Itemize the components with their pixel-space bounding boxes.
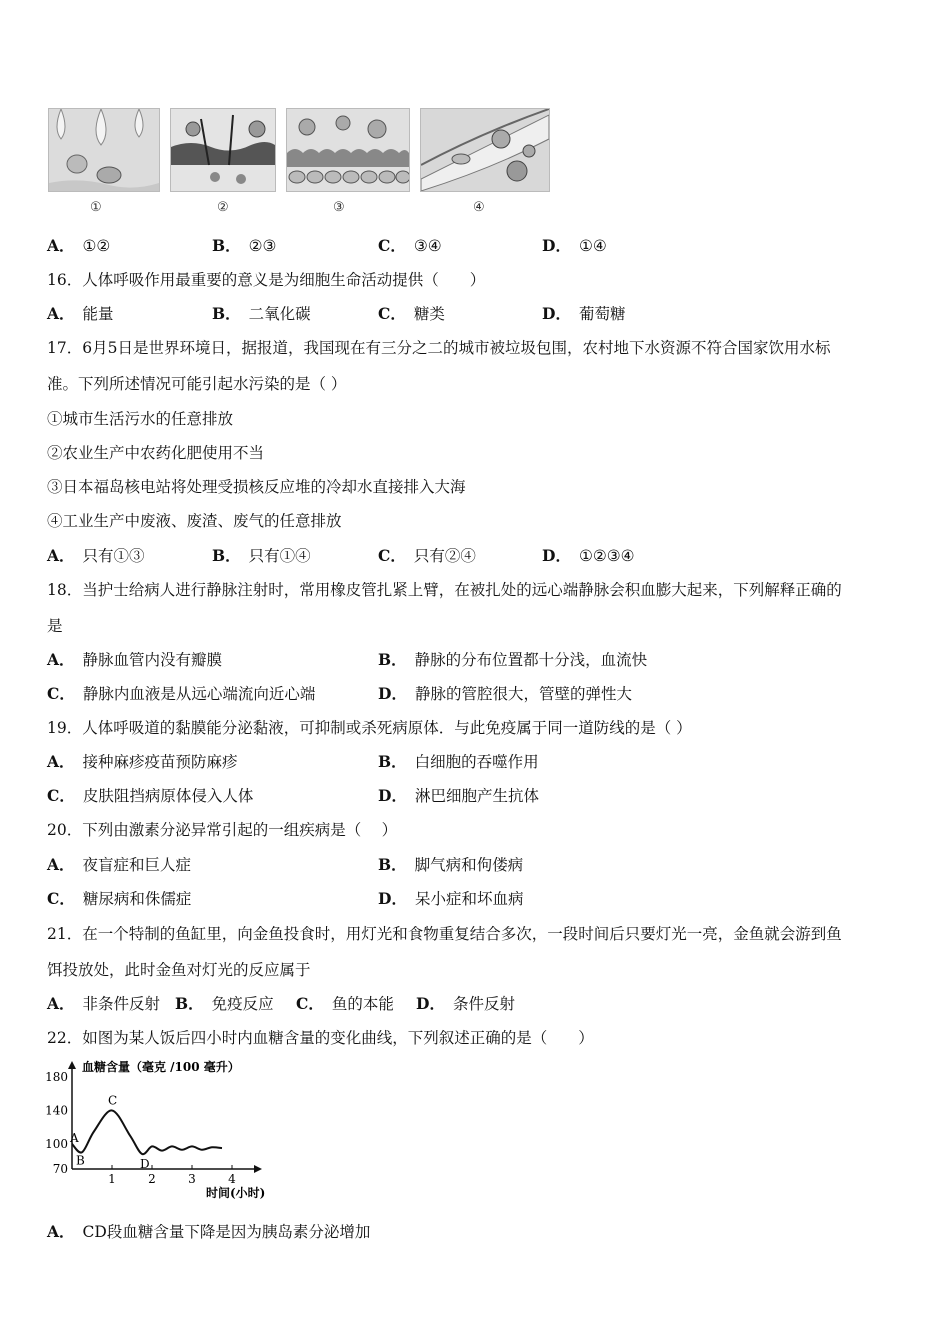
option-text: 静脉血管内没有瓣膜	[82, 651, 223, 669]
option-letter: B．	[212, 236, 241, 255]
option-text: ①②	[82, 237, 111, 255]
glucose-curve	[72, 1110, 222, 1154]
option-text: 静脉的管腔很大，管壁的弹性大	[414, 685, 632, 703]
x-axis-arrow	[254, 1165, 262, 1173]
option-text: 静脉的分布位置都十分浅，血流快	[414, 651, 648, 669]
option-text: 皮肤阻挡病原体侵入人体	[82, 787, 254, 805]
question-17-item: ①城市生活污水的任意排放	[47, 410, 234, 428]
option-a[interactable]	[47, 546, 145, 566]
option-text: CD段血糖含量下降是因为胰岛素分泌增加	[82, 1223, 371, 1241]
option-b[interactable]	[212, 546, 311, 566]
option-letter: A．	[47, 304, 75, 323]
option-b[interactable]	[378, 752, 539, 772]
y-tick-label: 180	[45, 1070, 68, 1084]
blood-glucose-chart	[40, 1055, 280, 1205]
option-text: 脚气病和佝偻病	[414, 856, 524, 874]
option-letter: D．	[542, 546, 571, 565]
option-c[interactable]	[47, 786, 253, 806]
illustration-4	[420, 108, 550, 192]
option-letter: A．	[47, 994, 75, 1013]
option-b[interactable]	[378, 855, 523, 875]
option-letter: B．	[378, 650, 407, 669]
point-label: C	[108, 1093, 118, 1108]
option-d[interactable]	[378, 684, 632, 704]
option-text: 只有①④	[248, 547, 311, 565]
option-a[interactable]	[47, 855, 191, 875]
option-c[interactable]	[47, 889, 191, 909]
option-d[interactable]	[542, 236, 607, 256]
option-text: 只有①③	[82, 547, 145, 565]
option-letter: B．	[212, 304, 241, 323]
y-tick-label: 140	[45, 1103, 68, 1118]
option-letter: C．	[47, 684, 75, 703]
option-text: 白细胞的吞噬作用	[414, 753, 539, 771]
option-text: 静脉内血液是从远心端流向近心端	[82, 685, 316, 703]
option-text: 免疫反应	[211, 995, 274, 1013]
option-letter: D．	[378, 786, 407, 805]
x-tick-label: 4	[228, 1172, 236, 1186]
option-a[interactable]	[47, 994, 160, 1014]
option-c[interactable]	[378, 236, 442, 256]
option-text: 能量	[82, 305, 114, 323]
option-text: 淋巴细胞产生抗体	[414, 787, 539, 805]
option-c[interactable]	[378, 304, 445, 324]
chart-xlabel: 时间(小时)	[206, 1186, 266, 1200]
option-letter: C．	[47, 786, 75, 805]
x-tick-label: 3	[188, 1172, 196, 1186]
option-letter: C．	[378, 546, 406, 565]
option-letter: A．	[47, 236, 75, 255]
point-label: B	[76, 1153, 85, 1168]
option-b[interactable]	[378, 650, 647, 670]
illustration-label: ④	[473, 200, 485, 215]
option-text: ①④	[578, 237, 607, 255]
option-text: 葡萄糖	[578, 305, 626, 323]
option-letter: D．	[542, 304, 571, 323]
question-18-stem: 18．当护士给病人进行静脉注射时，常用橡皮管扎紧上臂，在被扎处的远心端静脉会积血膨大起来，下列解释正确的	[47, 581, 842, 599]
option-text: 糖尿病和侏儒症	[82, 890, 192, 908]
illustration-label: ③	[333, 200, 345, 215]
option-letter: A．	[47, 1222, 75, 1241]
option-letter: A．	[47, 855, 75, 874]
option-letter: D．	[378, 684, 407, 703]
point-label: A	[70, 1130, 79, 1145]
question-17-item: ③日本福岛核电站将处理受损核反应堆的冷却水直接排入大海	[47, 478, 466, 496]
question-22-stem: 22．如图为某人饭后四小时内血糖含量的变化曲线，下列叙述正确的是（ ）	[47, 1029, 594, 1047]
question-18-stem-cont: 是	[47, 617, 63, 635]
option-letter: C．	[296, 994, 324, 1013]
option-text: 接种麻疹疫苗预防麻疹	[82, 753, 238, 771]
illustration-2	[170, 108, 276, 192]
illustration-3	[286, 108, 410, 192]
question-17-item: ②农业生产中农药化肥使用不当	[47, 444, 265, 462]
option-text: 只有②④	[413, 547, 476, 565]
question-19-stem: 19．人体呼吸道的黏膜能分泌黏液，可抑制或杀死病原体．与此免疫属于同一道防线的是（ ）	[47, 719, 692, 737]
illustration-label: ②	[217, 200, 229, 215]
option-text: 鱼的本能	[331, 995, 394, 1013]
question-20-stem: 20．下列由激素分泌异常引起的一组疾病是（ ）	[47, 821, 398, 839]
option-letter: D．	[378, 889, 407, 908]
option-a[interactable]	[47, 1222, 370, 1242]
option-letter: D．	[542, 236, 571, 255]
option-text: 二氧化碳	[248, 305, 311, 323]
option-text: 条件反射	[452, 995, 515, 1013]
question-21-stem-cont: 饵投放处，此时金鱼对灯光的反应属于	[47, 961, 311, 979]
option-text: 夜盲症和巨人症	[82, 856, 192, 874]
option-letter: B．	[378, 752, 407, 771]
option-letter: B．	[212, 546, 241, 565]
option-letter: B．	[378, 855, 407, 874]
option-c[interactable]	[378, 546, 476, 566]
option-letter: C．	[47, 889, 75, 908]
illustration-1	[48, 108, 160, 192]
option-b[interactable]	[212, 304, 311, 324]
option-text: 非条件反射	[82, 995, 161, 1013]
option-a[interactable]	[47, 752, 238, 772]
option-d[interactable]	[378, 889, 523, 909]
question-21-stem: 21．在一个特制的鱼缸里，向金鱼投食时，用灯光和食物重复结合多次，一段时间后只要灯光一亮，金鱼就会游到鱼	[47, 925, 842, 943]
y-tick-label: 100	[45, 1136, 68, 1151]
option-a[interactable]	[47, 236, 110, 256]
question-17-stem-cont: 准。下列所述情况可能引起水污染的是（ ）	[47, 375, 347, 393]
option-letter: A．	[47, 650, 75, 669]
option-a[interactable]	[47, 304, 114, 324]
x-tick-label: 2	[148, 1172, 156, 1186]
option-letter: C．	[378, 236, 406, 255]
option-d[interactable]	[542, 304, 625, 324]
option-letter: A．	[47, 546, 75, 565]
illustration-label: ①	[90, 200, 102, 215]
option-b[interactable]	[212, 236, 276, 256]
option-c[interactable]	[47, 684, 315, 704]
option-letter: D．	[416, 994, 445, 1013]
option-d[interactable]	[542, 546, 635, 566]
option-letter: B．	[175, 994, 204, 1013]
option-letter: C．	[378, 304, 406, 323]
option-text: ③④	[413, 237, 442, 255]
option-letter: A．	[47, 752, 75, 771]
question-17-item: ④工业生产中废液、废渣、废气的任意排放	[47, 512, 342, 530]
x-tick-label: 1	[108, 1172, 116, 1186]
question-17-stem: 17．6月5日是世界环境日，据报道，我国现在有三分之二的城市被垃圾包围，农村地下水资源不符合国家饮用水标	[47, 339, 831, 357]
point-label: D	[140, 1156, 150, 1171]
option-c[interactable]	[296, 994, 394, 1014]
option-text: ②③	[248, 237, 277, 255]
option-b[interactable]	[175, 994, 274, 1014]
option-d[interactable]	[416, 994, 515, 1014]
y-tick-label: 70	[52, 1162, 68, 1176]
option-text: 呆小症和坏血病	[414, 890, 524, 908]
chart-ylabel: 血糖含量（毫克 /100 毫升）	[82, 1060, 240, 1074]
option-a[interactable]	[47, 650, 222, 670]
y-axis-arrow	[68, 1061, 76, 1069]
question-16-stem: 16．人体呼吸作用最重要的意义是为细胞生命活动提供（ ）	[47, 271, 486, 289]
option-text: 糖类	[413, 305, 445, 323]
option-d[interactable]	[378, 786, 539, 806]
option-text: ①②③④	[578, 547, 635, 565]
